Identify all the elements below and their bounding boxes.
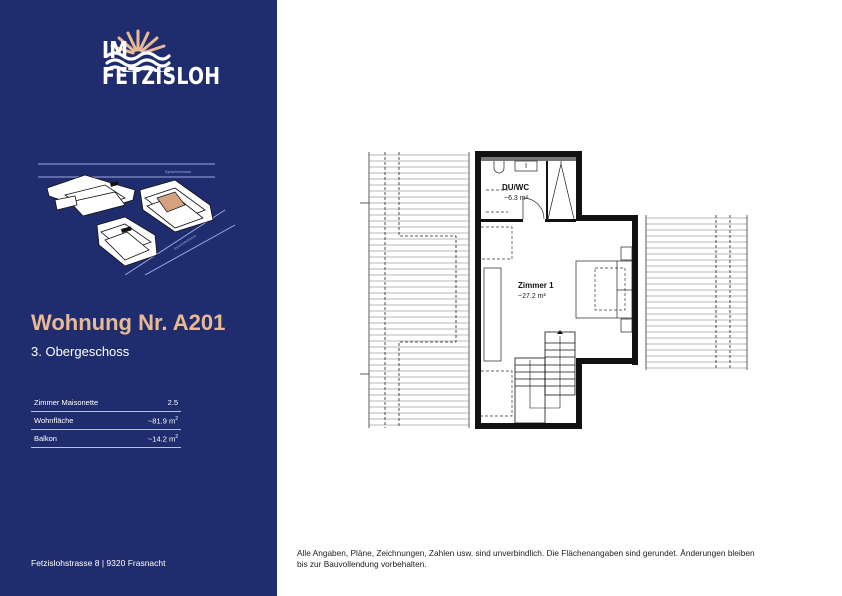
floor-plan-drawing — [340, 140, 770, 440]
exterior-walls — [475, 151, 638, 429]
svg-text:Egnacherstrasse: Egnacherstrasse — [165, 170, 192, 174]
room-label-bathroom: DU/WC — [502, 183, 530, 192]
floor-label: 3. Obergeschoss — [31, 344, 130, 359]
fact-label: Balkon — [34, 434, 57, 443]
site-plan-illustration — [25, 150, 255, 275]
fact-label: Zimmer Maisonette — [34, 398, 99, 407]
fact-row-balcony — [31, 430, 181, 448]
fact-label: Wohnfläche — [34, 416, 74, 425]
room-area-zimmer-1: ~27.2 m² — [518, 293, 546, 300]
fact-row-rooms — [31, 394, 181, 412]
apartment-title: Wohnung Nr. A201 — [31, 310, 226, 335]
facts-table — [31, 394, 181, 448]
svg-text:Fetzislohstrasse: Fetzislohstrasse — [173, 233, 197, 251]
disclaimer-text: Alle Angaben, Pläne, Zeichnungen, Zahlen usw. sind unverbindlich. Die Flächenangaben sind gerundet. Änderungen bleiben bis zur Bauvollendung vorbehalten. — [297, 548, 755, 569]
room-area-bathroom: ~6.3 m² — [504, 195, 528, 202]
fact-value: ~81.9 $m^2$ — [147, 415, 178, 426]
fact-value: ~14.2 $m^2$ — [147, 433, 178, 444]
brand-name: IM FETZISLOH — [102, 38, 221, 90]
fact-row-living-area — [31, 412, 181, 430]
right-terrace-decking — [646, 215, 747, 370]
fact-value: 2.5 — [167, 398, 178, 407]
address: Fetzislohstrasse 8 | 9320 Frasnacht — [31, 558, 166, 568]
info-panel — [0, 0, 277, 596]
left-terrace-decking — [360, 152, 469, 428]
room-label-zimmer-1: Zimmer 1 — [518, 281, 554, 290]
